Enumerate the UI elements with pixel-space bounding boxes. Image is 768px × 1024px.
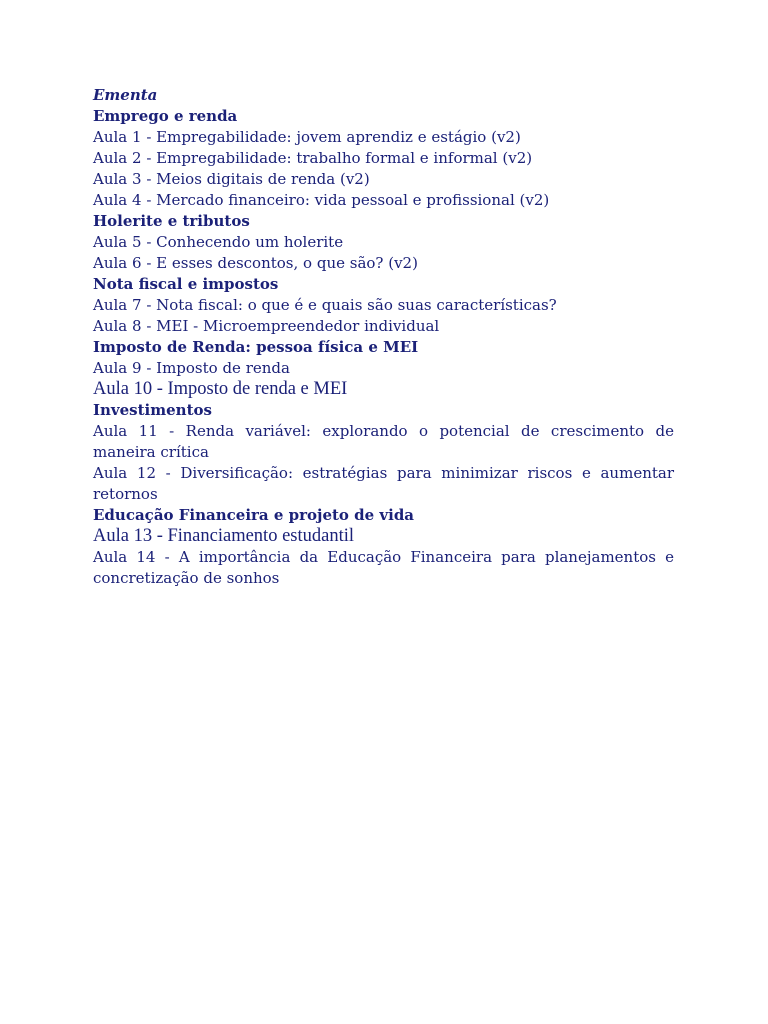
lesson-item: Aula 3 - Meios digitais de renda (v2) <box>93 170 370 188</box>
lesson-item: Aula 4 - Mercado financeiro: vida pessoal e profissional (v2) <box>93 191 550 209</box>
lesson-item: Aula 11 - Renda variável: explorando o potencial de crescimento de maneira crítica <box>93 422 674 461</box>
section-heading-investimentos: Investimentos <box>93 401 212 419</box>
syllabus-document <box>93 85 674 589</box>
lesson-item: Aula 7 - Nota fiscal: o que é e quais são suas características? <box>93 296 557 314</box>
section-heading-imposto-de-renda: Imposto de Renda: pessoa física e MEI <box>93 338 419 356</box>
lesson-item: Aula 8 - MEI - Microempreendedor individual <box>93 317 440 335</box>
lesson-item: Aula 14 - A importância da Educação Financeira para planejamentos e concretização de sonhos <box>93 548 674 587</box>
section-heading-educacao-financeira: Educação Financeira e projeto de vida <box>93 506 415 524</box>
lesson-item: Aula 13 - Financiamento estudantil <box>93 526 354 546</box>
section-heading-holerite-e-tributos: Holerite e tributos <box>93 212 250 230</box>
lesson-item: Aula 1 - Empregabilidade: jovem aprendiz e estágio (v2) <box>93 128 521 146</box>
section-heading-emprego-e-renda: Emprego e renda <box>93 107 238 125</box>
lesson-item: Aula 10 - Imposto de renda e MEI <box>93 379 348 399</box>
lesson-item: Aula 2 - Empregabilidade: trabalho formal e informal (v2) <box>93 149 533 167</box>
document-title: Ementa <box>93 86 158 104</box>
lesson-item: Aula 12 - Diversificação: estratégias para minimizar riscos e aumentar retornos <box>93 464 674 503</box>
section-heading-nota-fiscal-e-impostos: Nota fiscal e impostos <box>93 275 279 293</box>
lesson-item: Aula 5 - Conhecendo um holerite <box>93 233 344 251</box>
lesson-item: Aula 9 - Imposto de renda <box>93 359 290 377</box>
lesson-item: Aula 6 - E esses descontos, o que são? (v2) <box>93 254 418 272</box>
